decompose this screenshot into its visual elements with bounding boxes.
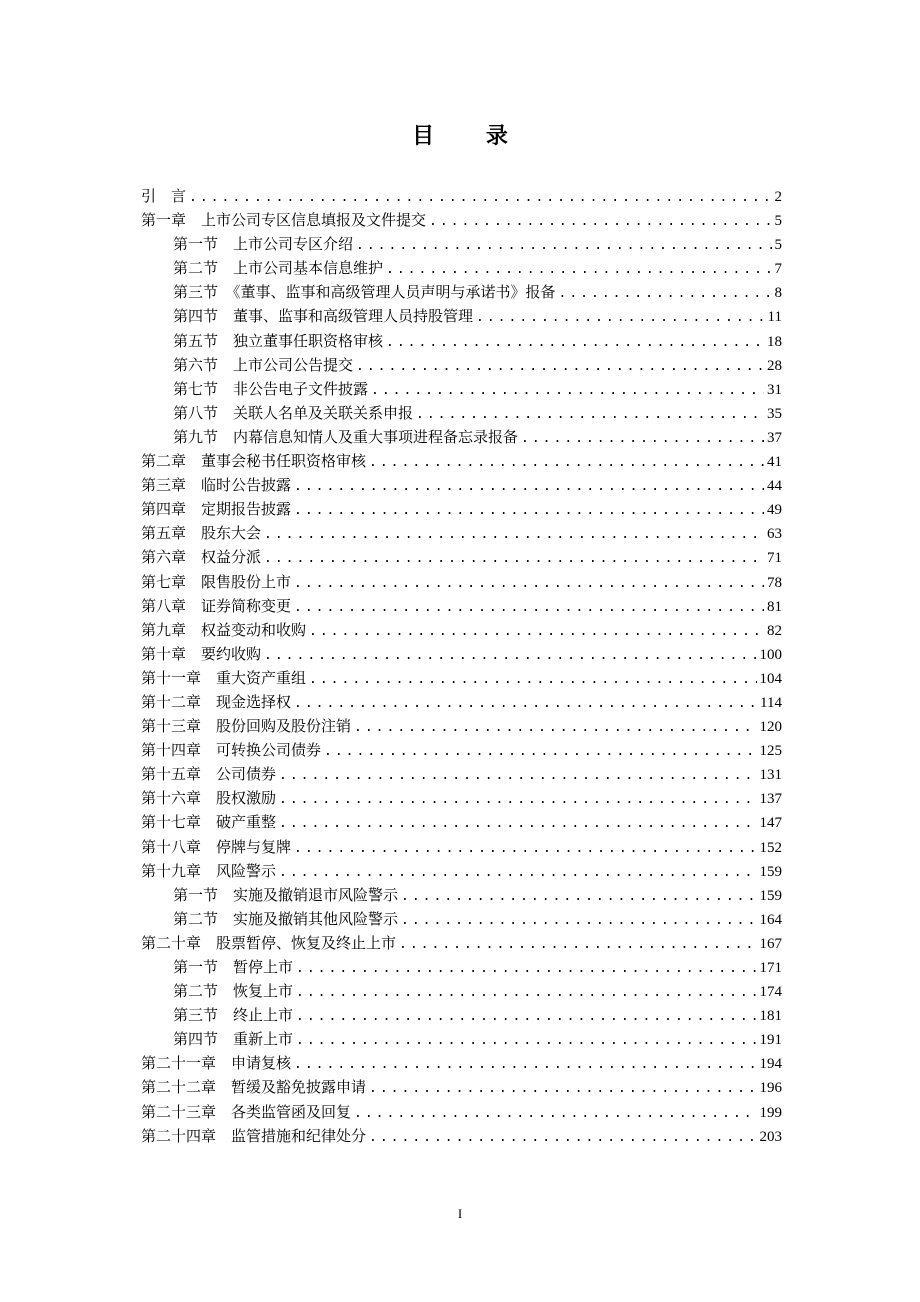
toc-chapter-entry[interactable] [141, 810, 782, 834]
toc-entry-label: 第十三章 股份回购及股份注销 [141, 717, 352, 736]
toc-dot-leader [369, 1077, 756, 1099]
toc-entry-page: 181 [759, 1008, 782, 1025]
toc-entry-page: 120 [759, 719, 782, 736]
toc-chapter-entry[interactable] [141, 666, 782, 690]
toc-dot-leader [264, 547, 764, 569]
toc-dot-leader [309, 668, 756, 690]
toc-entry-label: 第六节 上市公司公告提交 [173, 355, 354, 374]
toc-section-entry[interactable] [141, 955, 782, 979]
toc-entry-label: 第十五章 公司债券 [141, 765, 277, 784]
toc-entry-page: 37 [767, 429, 782, 446]
toc-entry-page: 31 [767, 381, 782, 398]
toc-entry-page: 18 [767, 333, 782, 350]
toc-entry-page: 137 [759, 791, 782, 808]
toc-entry-page: 191 [759, 1032, 782, 1049]
table-of-contents [141, 184, 782, 1148]
toc-entry-label: 第二节 恢复上市 [173, 982, 294, 1001]
toc-dot-leader [401, 885, 756, 907]
toc-entry-page: 199 [759, 1104, 782, 1121]
toc-dot-leader [324, 740, 756, 762]
toc-dot-leader [399, 933, 756, 955]
toc-section-entry[interactable] [141, 304, 782, 328]
toc-entry-page: 8 [774, 285, 782, 302]
toc-chapter-entry[interactable] [141, 1100, 782, 1124]
toc-dot-leader [279, 812, 756, 834]
toc-entry-label: 第一节 暂停上市 [173, 958, 294, 976]
toc-entry-label: 第十八章 停牌与复牌 [141, 837, 292, 856]
toc-entry-label: 第三节 终止上市 [173, 1006, 294, 1025]
toc-entry-page: 147 [759, 815, 782, 832]
toc-section-entry[interactable] [141, 353, 782, 377]
toc-entry-page: 131 [759, 767, 782, 784]
toc-dot-leader [369, 1126, 756, 1148]
toc-entry-label: 第九节 内幕信息知情人及重大事项进程备忘录报备 [173, 427, 519, 446]
toc-entry-page: 167 [759, 935, 782, 952]
toc-dot-leader [369, 451, 764, 473]
toc-entry-label: 第四章 定期报告披露 [141, 500, 292, 519]
toc-chapter-entry[interactable] [141, 859, 782, 883]
toc-entry-page: 159 [759, 863, 782, 880]
toc-chapter-entry[interactable] [141, 786, 782, 810]
toc-entry-page: 114 [760, 694, 782, 711]
toc-entry-label: 第四节 董事、监事和高级管理人员持股管理 [173, 307, 474, 326]
toc-chapter-entry[interactable] [141, 690, 782, 714]
toc-section-entry[interactable] [141, 907, 782, 931]
toc-chapter-entry[interactable] [141, 835, 782, 859]
toc-entry-page: 44 [767, 478, 782, 495]
toc-entry-page: 81 [767, 598, 782, 615]
toc-entry-label: 第五章 股东大会 [141, 524, 262, 543]
toc-entry-label: 第十章 要约收购 [141, 644, 262, 663]
toc-entry-page: 41 [767, 454, 782, 471]
toc-chapter-entry[interactable] [141, 762, 782, 786]
page-title: 目 录 [412, 123, 530, 149]
toc-entry-page: 159 [759, 887, 782, 904]
toc-dot-leader [371, 379, 764, 401]
toc-dot-leader [559, 282, 772, 304]
toc-dot-leader [309, 620, 764, 642]
toc-chapter-entry[interactable] [141, 545, 782, 569]
toc-entry-label: 第二章 董事会秘书任职资格审核 [141, 452, 367, 471]
toc-entry-page: 11 [767, 309, 782, 326]
toc-section-entry[interactable] [141, 883, 782, 907]
toc-entry-label: 第七节 非公告电子文件披露 [173, 379, 369, 398]
toc-dot-leader [356, 234, 771, 256]
toc-chapter-entry[interactable] [141, 642, 782, 666]
toc-section-entry[interactable] [141, 401, 782, 425]
toc-dot-leader [429, 210, 771, 232]
toc-entry-page: 100 [759, 646, 782, 663]
toc-entry-label: 第七章 限售股份上市 [141, 572, 292, 591]
toc-dot-leader [476, 306, 765, 328]
toc-entry-page: 71 [767, 550, 782, 567]
toc-chapter-entry[interactable] [141, 1051, 782, 1075]
toc-entry-page: 28 [767, 357, 782, 374]
toc-entry-page: 5 [774, 237, 782, 254]
toc-entry-label: 第二节 实施及撤销其他风险警示 [173, 909, 399, 928]
toc-dot-leader [416, 403, 764, 425]
toc-entry-label: 第三节 《董事、监事和高级管理人员声明与承诺书》报备 [173, 283, 556, 302]
toc-dot-leader [296, 1005, 756, 1027]
toc-entry-label: 第二十二章 暂缓及豁免披露申请 [141, 1078, 367, 1097]
toc-dot-leader [189, 186, 771, 208]
toc-section-entry[interactable] [141, 232, 782, 256]
toc-chapter-entry[interactable] [141, 931, 782, 955]
toc-entry-page: 125 [759, 743, 782, 760]
toc-entry-label: 第十一章 重大资产重组 [141, 668, 307, 687]
toc-dot-leader [354, 1102, 756, 1124]
toc-section-entry[interactable] [141, 1003, 782, 1027]
toc-dot-leader [294, 499, 764, 521]
toc-dot-leader [401, 909, 756, 931]
toc-dot-leader [296, 957, 756, 979]
toc-section-entry[interactable] [141, 329, 782, 353]
toc-section-entry[interactable] [141, 425, 782, 449]
toc-chapter-entry[interactable] [141, 449, 782, 473]
toc-entry-label: 第一章 上市公司专区信息填报及文件提交 [141, 211, 427, 230]
toc-entry-label: 第十二章 现金选择权 [141, 692, 292, 711]
toc-entry-label: 第二十章 股票暂停、恢复及终止上市 [141, 933, 397, 952]
toc-dot-leader [294, 596, 764, 618]
toc-dot-leader [294, 572, 764, 594]
toc-chapter-entry[interactable] [141, 1075, 782, 1099]
toc-entry-page: 152 [759, 839, 782, 856]
toc-entry-page: 5 [774, 213, 782, 230]
toc-entry-page: 78 [767, 574, 782, 591]
toc-entry-label: 第十七章 破产重整 [141, 813, 277, 832]
toc-dot-leader [356, 355, 764, 377]
toc-chapter-entry[interactable] [141, 618, 782, 642]
toc-entry-label: 第十六章 股权激励 [141, 789, 277, 808]
toc-entry-label: 引 言 [141, 187, 187, 205]
toc-section-entry[interactable] [141, 1027, 782, 1051]
toc-dot-leader [386, 331, 764, 353]
toc-dot-leader [354, 716, 756, 738]
toc-dot-leader [294, 1053, 756, 1075]
toc-entry-page: 196 [759, 1080, 782, 1097]
toc-chapter-entry[interactable] [141, 714, 782, 738]
toc-entry-page: 82 [767, 622, 782, 639]
toc-dot-leader [264, 644, 756, 666]
toc-chapter-entry[interactable] [141, 208, 782, 232]
toc-entry-label: 第三章 临时公告披露 [141, 476, 292, 495]
toc-section-entry[interactable] [141, 280, 782, 304]
toc-entry-label: 第二节 上市公司基本信息维护 [173, 259, 384, 278]
toc-entry-label: 第一节 实施及撤销退市风险警示 [173, 885, 399, 904]
toc-chapter-entry[interactable] [141, 473, 782, 497]
toc-entry-label: 第四节 重新上市 [173, 1030, 294, 1049]
toc-entry-label: 第八章 证券简称变更 [141, 596, 292, 615]
toc-section-entry[interactable] [141, 979, 782, 1003]
toc-entry-page: 164 [759, 911, 782, 928]
toc-entry-page: 104 [759, 670, 782, 687]
toc-chapter-entry[interactable] [141, 184, 782, 208]
toc-entry-label: 第九章 权益变动和收购 [141, 620, 307, 639]
toc-dot-leader [294, 475, 764, 497]
page-number: I [457, 1206, 463, 1221]
toc-entry-label: 第五节 独立董事任职资格审核 [173, 331, 384, 350]
toc-chapter-entry[interactable] [141, 1124, 782, 1148]
toc-entry-label: 第二十三章 各类监管函及回复 [141, 1102, 352, 1121]
toc-dot-leader [279, 764, 756, 786]
toc-chapter-entry[interactable] [141, 497, 782, 521]
toc-entry-page: 63 [767, 526, 782, 543]
toc-dot-leader [386, 258, 771, 280]
toc-entry-page: 49 [767, 502, 782, 519]
toc-dot-leader [294, 692, 757, 714]
toc-entry-page: 203 [759, 1128, 782, 1145]
toc-entry-page: 7 [774, 261, 782, 278]
toc-dot-leader [264, 523, 764, 545]
toc-entry-label: 第十九章 风险警示 [141, 861, 277, 880]
toc-dot-leader [279, 861, 756, 883]
toc-entry-page: 2 [774, 189, 782, 205]
toc-dot-leader [279, 788, 756, 810]
toc-entry-page: 171 [759, 960, 782, 976]
toc-entry-page: 35 [767, 405, 782, 422]
toc-entry-label: 第二十四章 监管措施和纪律处分 [141, 1126, 367, 1145]
toc-dot-leader [296, 1029, 756, 1051]
toc-entry-label: 第六章 权益分派 [141, 548, 262, 567]
toc-dot-leader [521, 427, 764, 449]
toc-chapter-entry[interactable] [141, 594, 782, 618]
toc-entry-label: 第八节 关联人名单及关联关系申报 [173, 403, 414, 422]
toc-section-entry[interactable] [141, 377, 782, 401]
toc-entry-label: 第一节 上市公司专区介绍 [173, 235, 354, 254]
toc-entry-page: 174 [759, 984, 782, 1001]
toc-dot-leader [294, 837, 756, 859]
toc-section-entry[interactable] [141, 256, 782, 280]
toc-entry-label: 第十四章 可转换公司债券 [141, 741, 322, 760]
toc-chapter-entry[interactable] [141, 570, 782, 594]
toc-chapter-entry[interactable] [141, 521, 782, 545]
toc-dot-leader [296, 981, 756, 1003]
toc-entry-label: 第二十一章 申请复核 [141, 1054, 292, 1073]
toc-entry-page: 194 [759, 1056, 782, 1073]
toc-chapter-entry[interactable] [141, 738, 782, 762]
